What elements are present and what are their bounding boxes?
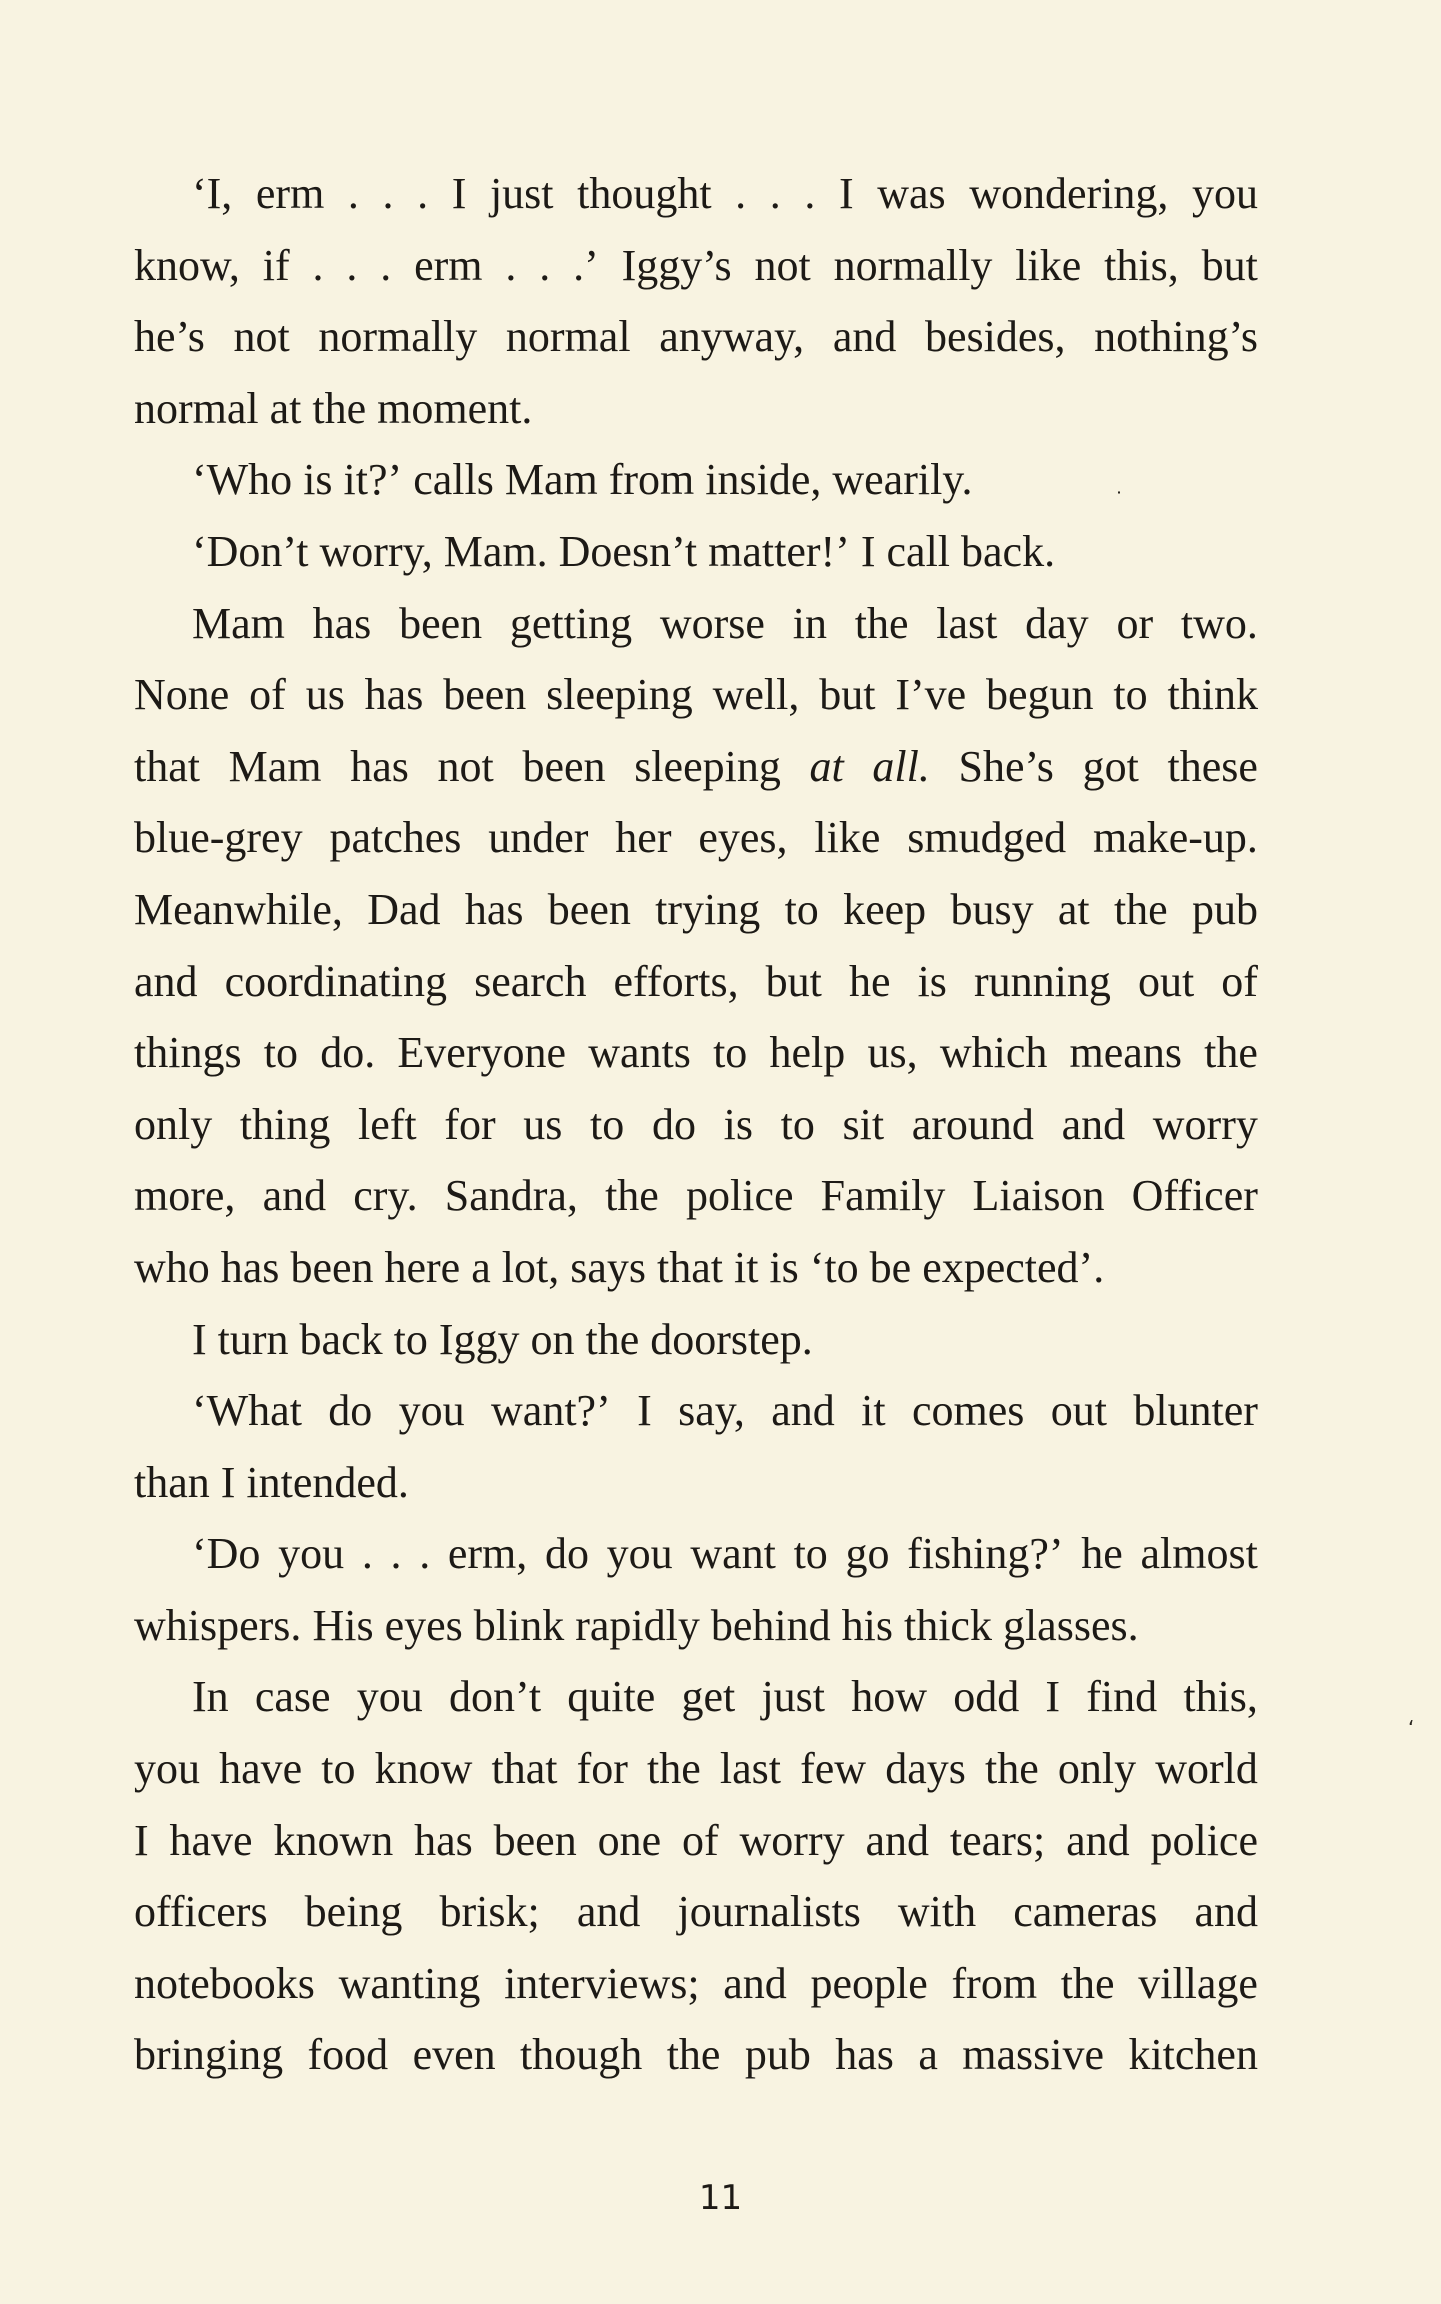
text-line: bringing food even though the pub has a massive kitchen: [134, 2030, 1258, 2080]
page-number: 11: [698, 2178, 743, 2218]
text-line: he’s not normally normal anyway, and besides, nothing’s: [134, 312, 1258, 362]
paragraph: [134, 1518, 1258, 1661]
text-line: ‘What do you want?’ I say, and it comes out blunter: [192, 1386, 1258, 1436]
text-line: and coordinating search efforts, but he is running out of: [134, 956, 1258, 1006]
text-line: notebooks wanting interviews; and people from the village: [134, 1958, 1258, 2008]
text-line: only thing left for us to do is to sit around and worry: [134, 1099, 1258, 1149]
text-line: know, if . . . erm . . .’ Iggy’s not normally like this, but: [134, 240, 1258, 290]
text-line: None of us has been sleeping well, but I’ve begun to think: [134, 670, 1258, 720]
text-line: you have to know that for the last few days the only world: [134, 1744, 1258, 1794]
text-line: I have known has been one of worry and tears; and police: [134, 1815, 1258, 1865]
text-line: whispers. His eyes blink rapidly behind his thick glasses.: [134, 1600, 1139, 1650]
text-line: things to do. Everyone wants to help us, which means the: [134, 1028, 1258, 1078]
text-line: ‘I, erm . . . I just thought . . . I was wondering, you: [192, 169, 1258, 218]
paragraph: [134, 588, 1258, 1304]
text-line: blue-grey patches under her eyes, like smudged make-up.: [134, 813, 1258, 863]
text-line: normal at the moment.: [134, 383, 533, 433]
text-line: Meanwhile, Dad has been trying to keep busy at the pub: [134, 884, 1258, 934]
text-line: Mam has been getting worse in the last day or two.: [192, 598, 1258, 648]
text-line: more, and cry. Sandra, the police Family Liaison Officer: [134, 1171, 1258, 1221]
print-speck: ˙: [1114, 488, 1124, 512]
text-line: that Mam has not been sleeping at all. She’s got these: [134, 741, 1258, 791]
paragraph: [134, 444, 1258, 516]
text-line: I turn back to Iggy on the doorstep.: [192, 1314, 813, 1364]
paragraph: [134, 1375, 1258, 1518]
text-line: officers being brisk; and journalists with cameras and: [134, 1887, 1258, 1937]
text-line: than I intended.: [134, 1457, 409, 1507]
page-body: [134, 158, 1258, 2091]
paragraph: [134, 158, 1258, 444]
text-line: ‘Do you . . . erm, do you want to go fishing?’ he almost: [192, 1529, 1258, 1579]
paragraph: [134, 516, 1258, 588]
text-line: In case you don’t quite get just how odd I find this,: [192, 1672, 1258, 1722]
text-line: ‘Who is it?’ calls Mam from inside, wearily.: [192, 455, 973, 505]
paragraph: [134, 1661, 1258, 2091]
print-speck: ‘: [1408, 1716, 1415, 1740]
paragraph: [134, 1304, 1258, 1376]
text-line: ‘Don’t worry, Mam. Doesn’t matter!’ I call back.: [192, 526, 1056, 576]
text-line: who has been here a lot, says that it is ‘to be expected’.: [134, 1242, 1105, 1292]
